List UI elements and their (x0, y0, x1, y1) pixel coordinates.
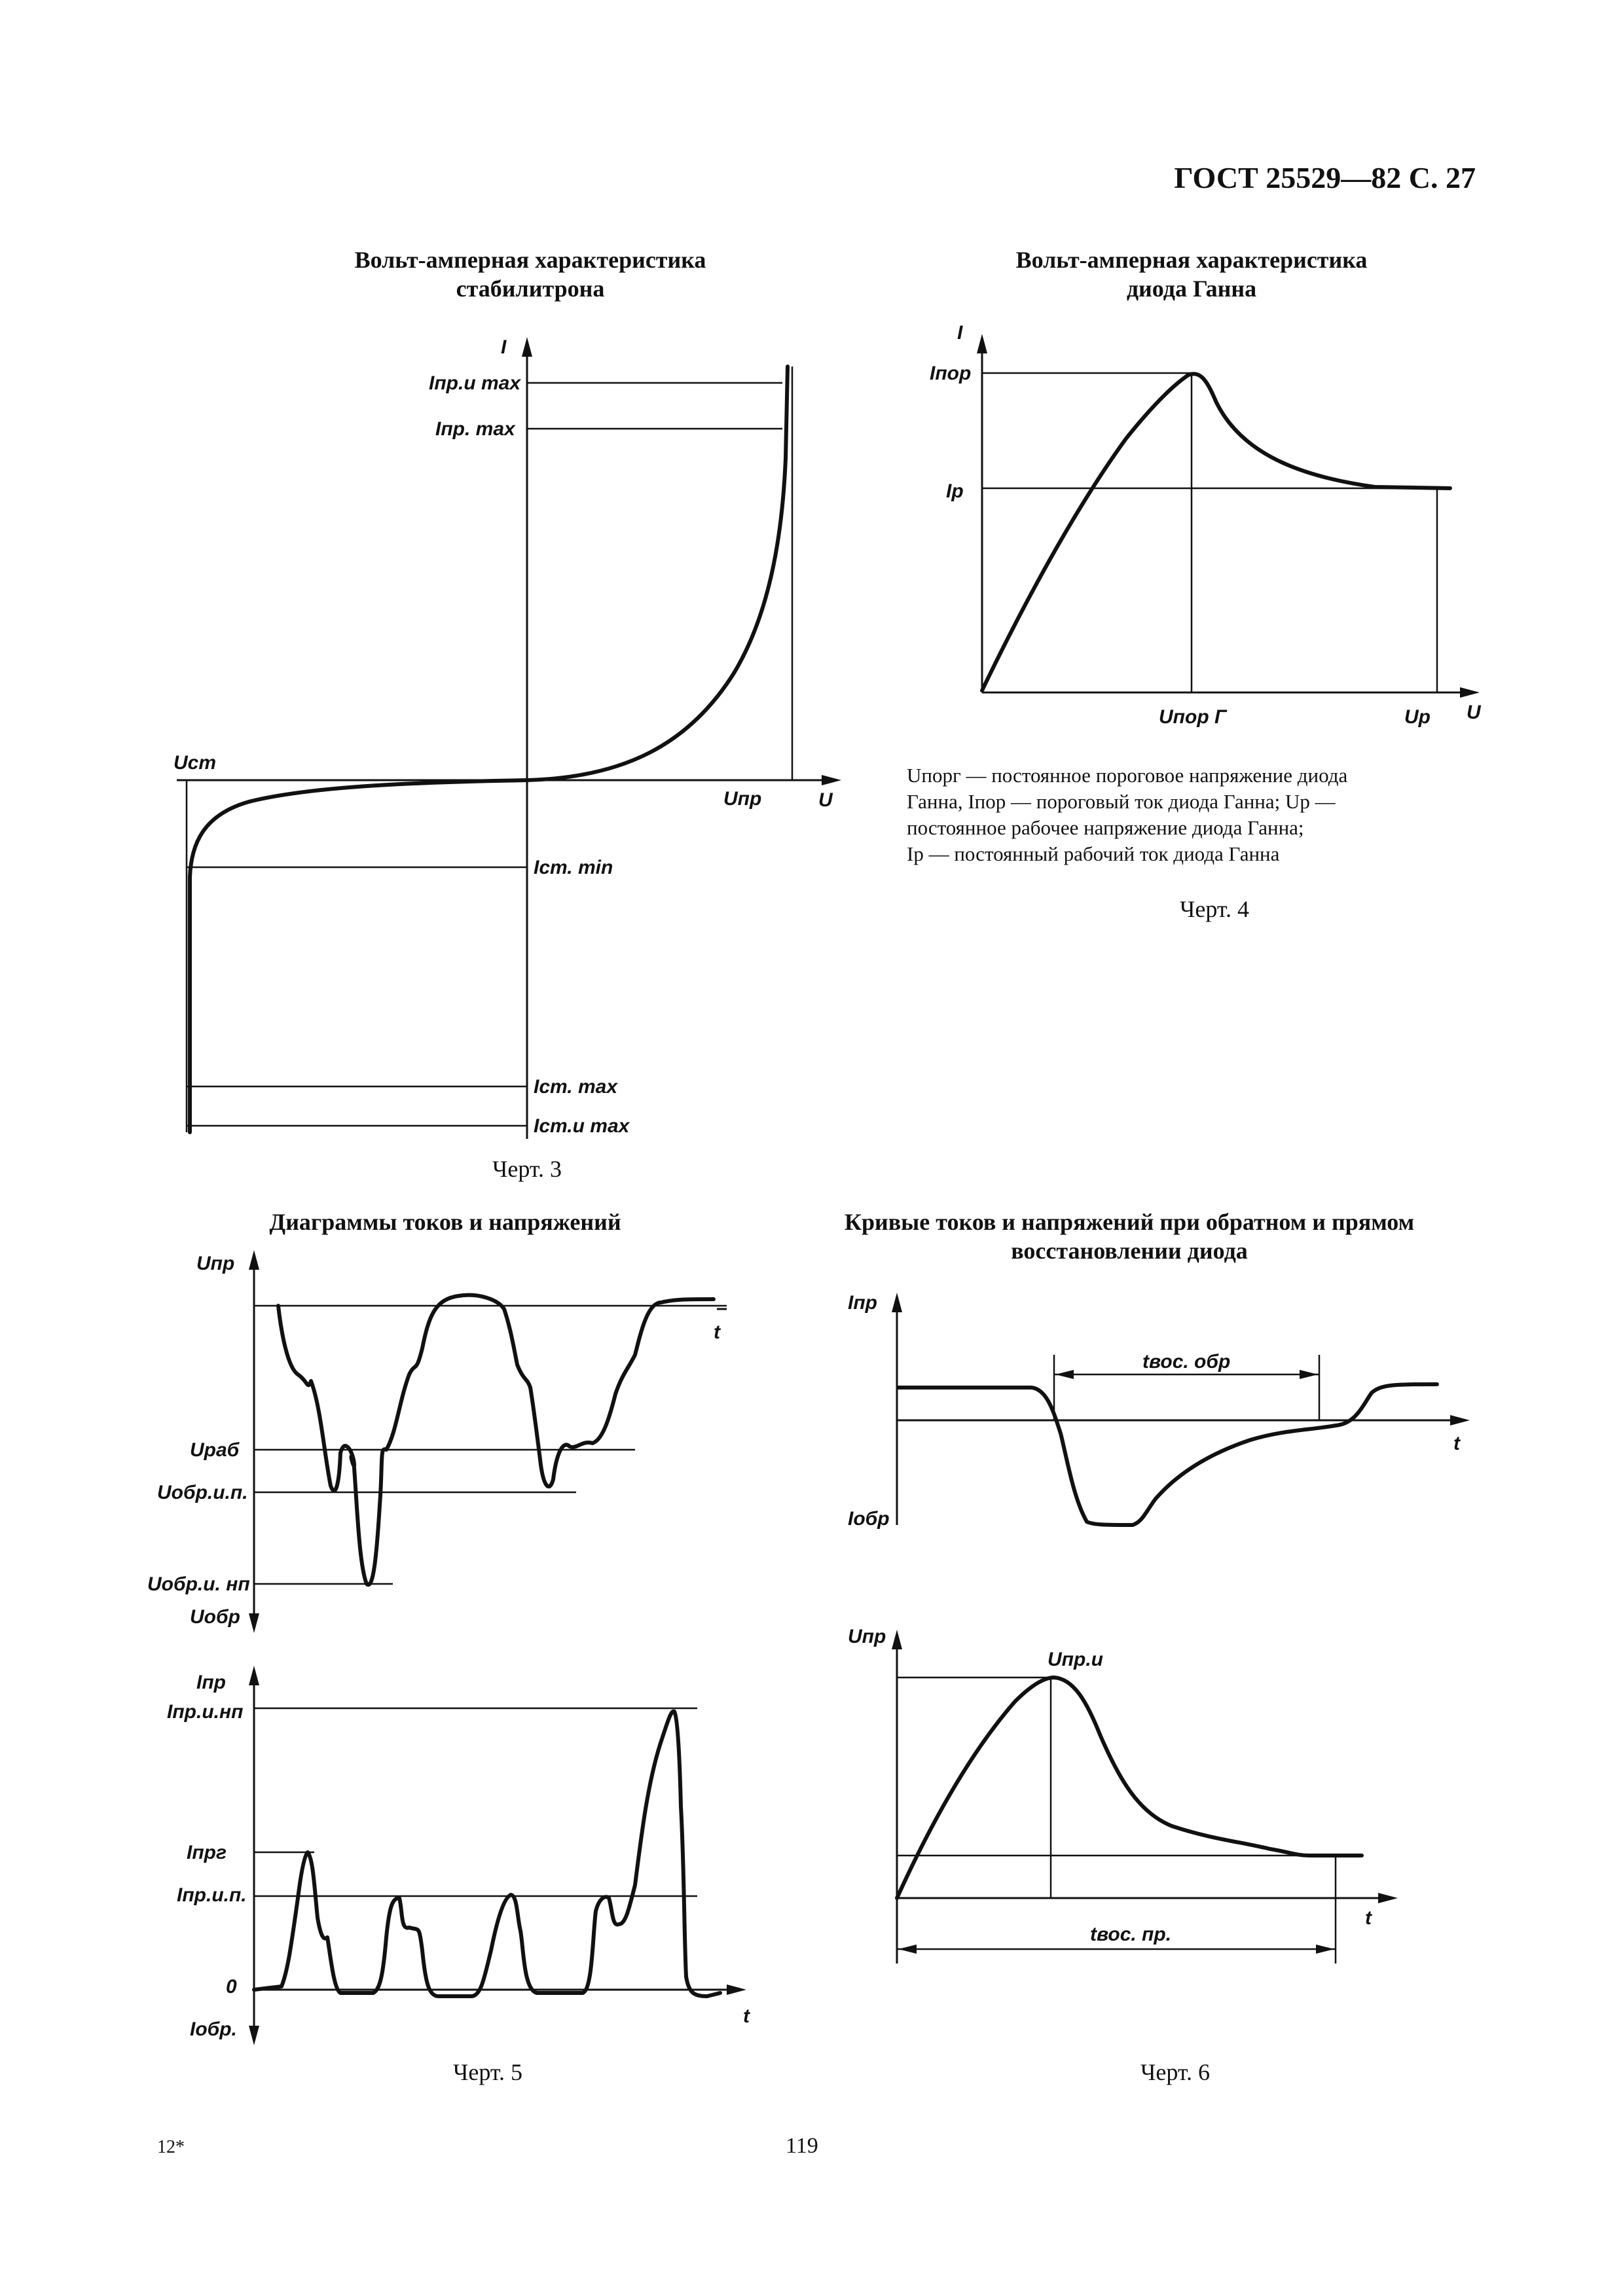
fig6-label-u-pr-i: Uпр.и (1048, 1649, 1103, 1670)
fig5-label-u-rab: Uраб (190, 1439, 240, 1461)
fig6-caption: Черт. 6 (1140, 2059, 1210, 2085)
fig6-lower-vertical-arrow (892, 1630, 902, 1649)
fig4-legend-line: Ганна, Iпор — пороговый ток диода Ганна; Uр — (907, 790, 1336, 813)
fig6-label-t-upper: t (1453, 1433, 1460, 1454)
fig4-legend-line: постоянное рабочее напряжение диода Ганна; (907, 816, 1304, 839)
fig5-label-i-pr: Iпр (196, 1672, 226, 1693)
fig6-title-line2: восстановлении диода (1011, 1238, 1248, 1264)
fig4-legend-line: Uпорг — постоянное пороговое напряжение диода (907, 764, 1348, 787)
fig3-caption: Черт. 3 (492, 1156, 562, 1182)
fig4-label-i-r: Iр (946, 480, 964, 502)
fig4-caption: Черт. 4 (1180, 896, 1249, 922)
fig3-label-ust: Uст (173, 752, 217, 774)
fig6-t-vos-pr-arrow-right (1316, 1945, 1334, 1954)
fig6-label-i-pr: Iпр (848, 1292, 877, 1314)
fig3-label-ist-min: Iст. min (534, 857, 613, 878)
fig3-title-line2: стабилитрона (456, 276, 605, 302)
fig5-label-u-obr-i-np: Uобр.и. нп (147, 1573, 250, 1595)
fig5-label-i-obr: Iобр. (190, 2018, 237, 2040)
fig5-title: Диаграммы токов и напряжений (269, 1209, 621, 1235)
fig3-label-ipr-u-max: Iпр.и max (429, 372, 521, 394)
fig3-label-ist-u-max: Iст.и max (534, 1115, 630, 1137)
fig3-label-i-axis: I (501, 336, 507, 358)
fig5-label-t-lower: t (743, 2005, 750, 2027)
fig3-label-upr: Uпр (723, 788, 762, 810)
fig3-title-line1: Вольт-амперная характеристика (354, 247, 706, 273)
fig6-label-t-vos-pr: tвос. пр. (1090, 1924, 1172, 1945)
footer-left-mark: 12* (157, 2137, 185, 2157)
fig5-label-u-obr: Uобр (190, 1606, 240, 1628)
fig4-label-i-por: Iпор (930, 363, 972, 384)
fig6-label-i-obr: Iобр (848, 1508, 890, 1530)
fig5-label-u-pr: Uпр (196, 1253, 235, 1274)
fig5-label-i-pr-i-p: Iпр.и.п. (177, 1884, 247, 1906)
fig4-title-line1: Вольт-амперная характеристика (1015, 247, 1368, 273)
fig6-t-vos-pr-arrow-left (898, 1945, 917, 1954)
fig4-title-line2: диода Ганна (1126, 276, 1257, 302)
fig5-label-zero: 0 (226, 1976, 237, 1998)
fig5-label-i-pr-i-np: Iпр.и.нп (167, 1701, 244, 1723)
fig4-label-i-axis: I (957, 322, 963, 344)
fig6-title-line1: Кривые токов и напряжений при обратном и прямом (844, 1209, 1415, 1235)
page-number: 119 (786, 2134, 818, 2158)
document-header: ГОСТ 25529—82 С. 27 (1174, 161, 1476, 194)
fig4-label-u-r: Uр (1404, 706, 1431, 728)
fig6-label-t-vos-obr: tвос. обр (1142, 1351, 1231, 1372)
fig6-voltage-curve (897, 1677, 1362, 1898)
fig6-label-u-pr: Uпр (848, 1626, 886, 1647)
fig4-label-u-por-g: Uпор Г (1159, 706, 1227, 728)
fig6-lower-horizontal-arrow (1378, 1893, 1398, 1903)
fig5-caption: Черт. 5 (453, 2059, 522, 2085)
fig4-legend-line: Iр — постоянный рабочий ток диода Ганна (907, 842, 1280, 865)
fig3-label-ist-max: Iст. max (534, 1076, 618, 1098)
fig5-label-u-obr-i-p: Uобр.и.п. (157, 1482, 248, 1503)
fig4-label-u-axis: U (1467, 702, 1481, 723)
fig5-label-t-upper: t (714, 1321, 720, 1343)
fig5-label-i-prg: Iпрг (187, 1842, 227, 1863)
fig3-label-ipr-max: Iпр. max (435, 418, 515, 440)
fig3-label-u-axis: U (818, 789, 833, 811)
fig6-label-t-lower: t (1365, 1907, 1372, 1929)
